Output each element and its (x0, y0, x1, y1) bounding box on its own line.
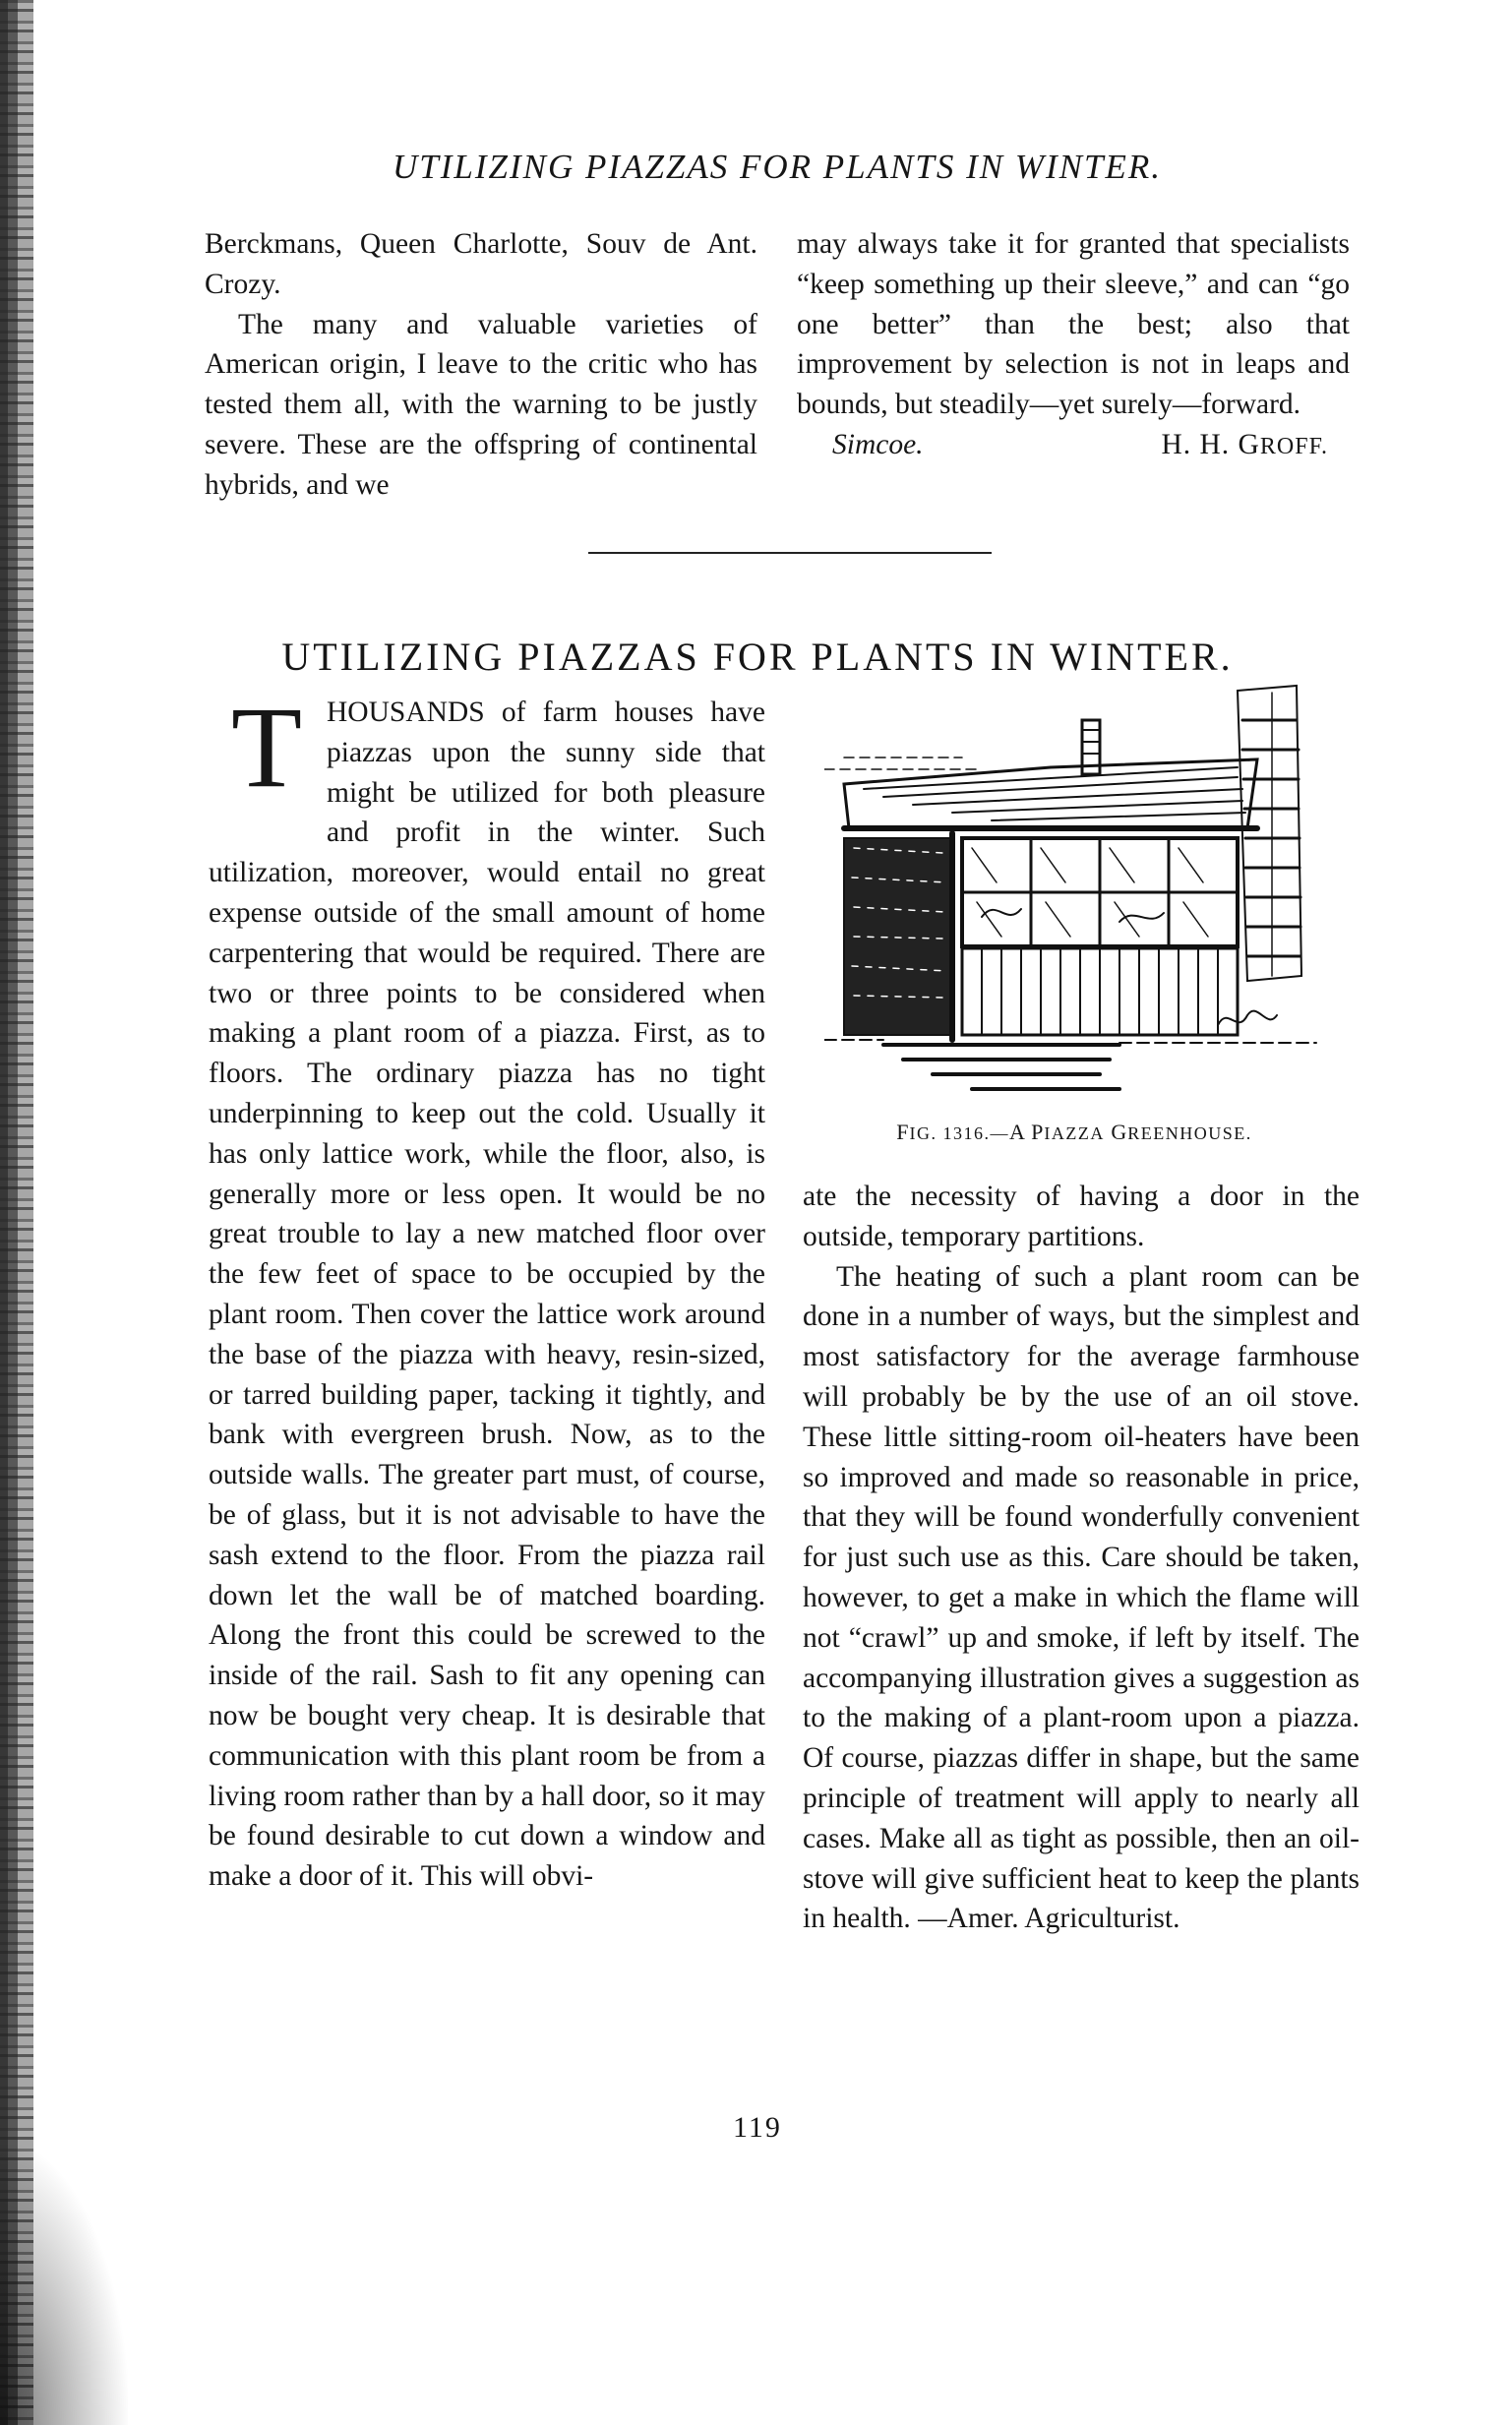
caption-text-b: IAZZA (1044, 1123, 1105, 1143)
signoff-author (1161, 425, 1328, 467)
glass-sash (962, 838, 1238, 946)
previous-article-paragraph: The many and valuable varieties of American origin, I leave to the critic who has tested them all, with the warning to be justly severe. These are the offspring of continental hybrids, and we (205, 308, 757, 501)
roof (824, 758, 1257, 828)
caption-text-c: G (1104, 1120, 1128, 1144)
article-paragraph: ate the necessity of having a door in the outside, temporary partitions. (803, 1181, 1360, 1252)
running-head: UTILIZING PIAZZAS FOR PLANTS IN WINTER. (393, 148, 1162, 186)
section-divider (588, 552, 992, 554)
shaded-wall (844, 838, 952, 1035)
caption-text-d: REENHOUSE. (1127, 1123, 1252, 1143)
article-left-column (209, 683, 765, 1897)
article-title: UTILIZING PIAZZAS FOR PLANTS IN WINTER. (281, 634, 1234, 679)
figure-caption (799, 1120, 1350, 1145)
article-paragraph: The heating of such a plant room can be done in a number of ways, but the simplest and most satisfactory for the average farmhouse will probably be by the use of an oil stove. These little sitting-room oil-heaters have been so improved and made so reasonable in price, that they will be found wonderfully convenient for just such use as this. Care should be taken, however, to get a make in which the flame will not “crawl” up and smoke, if left by itself. The accompanying illustration gives a suggestion as to the making of a plant-room upon a piazza. Of course, piazzas differ in shape, but the same principle of treatment will apply to nearly all cases. Make all as tight as possible, then an oil-stove will give sufficient heat to keep the plants in health. —Amer. Agriculturist. (803, 1260, 1360, 1935)
article-right-column (803, 1177, 1360, 1939)
previous-article-signoff (797, 425, 1350, 467)
previous-article-paragraph: Berckmans, Queen Charlotte, Souv de Ant. Crozy. (205, 228, 757, 300)
previous-article-left-column (205, 224, 757, 506)
caption-label: F (896, 1120, 910, 1144)
author-smallcaps: ROFF. (1259, 433, 1328, 459)
drop-cap: T (230, 683, 303, 812)
piazza-greenhouse-illustration (824, 681, 1324, 1114)
previous-article-paragraph: may always take it for granted that specialists “keep something up their sleeve,” and can “go one better” than the best; also that improvement by selection is not in leaps and bounds, but steadily—yet surely—forward. (797, 228, 1350, 421)
matched-boarding (962, 948, 1238, 1035)
page-number: 119 (733, 2111, 782, 2144)
house-siding (1238, 686, 1301, 981)
article-paragraph: HOUSANDS of farm houses have piazzas upon the sunny side that might be utilized for both pleasure and profit in the winter. Such utilization, moreover, would entail no great expense outside of the small amount of home carpentering that would be required. There are two or three points to be considered when making a plant room of a piazza. First, as to floors. The ordinary piazza has no tight underpinning to keep out the cold. Usually it has only lattice work, while the floor, also, is generally more or less open. It would be no great trouble to lay a new matched floor over the few feet of space to be occupied by the plant room. Then cover the lattice work around the base of the piazza with heavy, resin-sized, or tarred building paper, tacking it tightly, and bank with evergreen brush. Now, as to the outside walls. The greater part must, of course, be of glass, but it is not advisable to have the sash extend to the floor. From the piazza rail down let the wall be of matched boarding. Along the front this could be screwed to the inside of the rail. Sash to fit any opening can now be bought very cheap. It is desirable that communication with this plant room be from a living room rather than by a hall door, so it may be found desirable to cut down a window and make a door of it. This will obvi- (209, 697, 765, 1893)
signoff-place: Simcoe. (832, 428, 924, 460)
greenhouse-engraving (824, 681, 1324, 1114)
caption-text-a: A P (1008, 1120, 1045, 1144)
binding-shadow (0, 0, 33, 2425)
previous-article-right-column (797, 224, 1350, 467)
author-initials: H. H. G (1161, 428, 1260, 460)
scan-smudge (0, 2145, 128, 2425)
caption-label-rest: IG. 1316.— (909, 1123, 1009, 1143)
